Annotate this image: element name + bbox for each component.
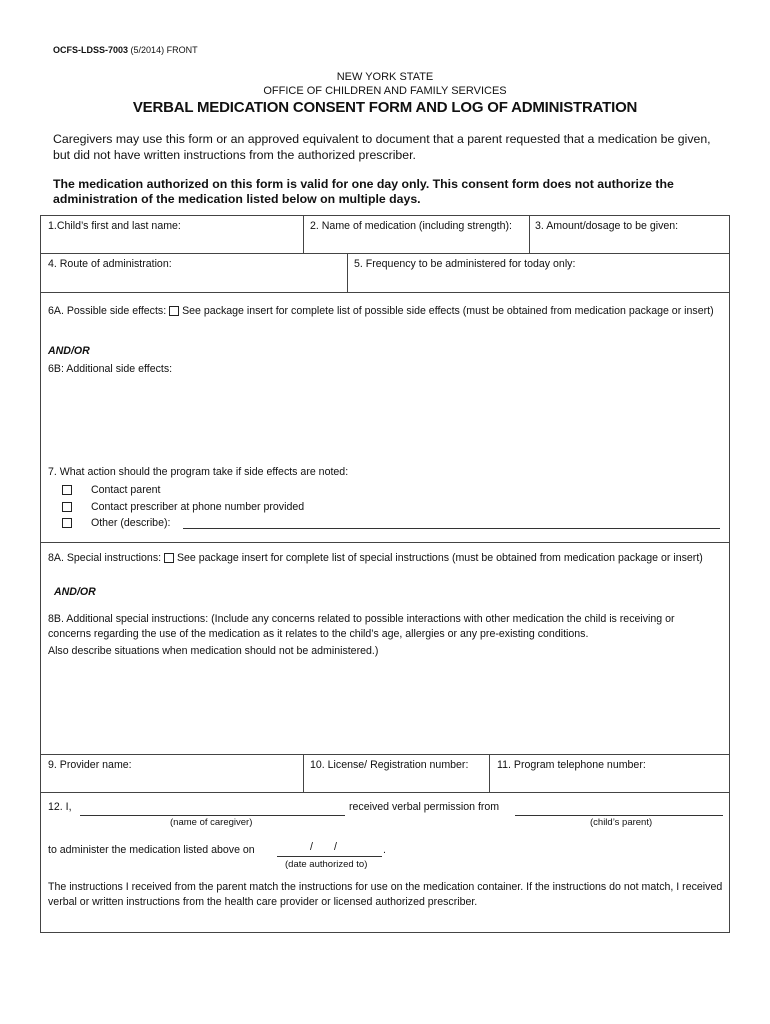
checkbox[interactable] — [62, 502, 72, 512]
option-other[interactable]: Other (describe): — [62, 517, 170, 529]
special-instructions-section: 8A. Special instructions: See package insert for complete list of special instructions (must be obtained from medication package or insert) — [48, 552, 703, 564]
special-instructions-checkbox[interactable] — [164, 553, 174, 563]
header-state: NEW YORK STATE — [336, 71, 434, 83]
additional-side-effects-field[interactable]: 6B: Additional side effects: — [48, 363, 173, 375]
option-contact-parent[interactable]: Contact parent — [62, 484, 160, 496]
additional-special-instructions-line2: Also describe situations when medication should not be administered.) — [48, 645, 379, 657]
row-divider — [40, 792, 730, 793]
row-divider — [40, 754, 730, 755]
checkbox[interactable] — [62, 518, 72, 528]
instructions-statement: The instructions I received from the parent match the instructions for use on the medication container. If the instructions do not match, I received verbal or written instructions from the health care provider or licensed authorized prescriber. — [48, 881, 723, 908]
header-office: OFFICE OF CHILDREN AND FAMILY SERVICES — [263, 85, 507, 97]
program-phone-field[interactable]: 11. Program telephone number: — [497, 759, 646, 771]
item-12-mid: received verbal permission from — [349, 801, 500, 813]
and-or-label: AND/OR — [48, 345, 90, 357]
date-caption: (date authorized to) — [285, 859, 368, 870]
medication-name-field[interactable]: 2. Name of medication (including strength): — [310, 220, 512, 232]
side-effects-section: 6A. Possible side effects: See package insert for complete list of possible side effects (must be obtained from medication package or insert) — [48, 305, 714, 317]
additional-special-instructions-field[interactable]: 8B. Additional special instructions: (Include any concerns related to possible interactions with other medication the child is receiving or concerns regarding the use of the medication as it relates to the child’s age, allergies or any pre-existing conditions. — [48, 613, 675, 640]
checkbox[interactable] — [62, 485, 72, 495]
provider-name-field[interactable]: 9. Provider name: — [48, 759, 132, 771]
frequency-field[interactable]: 5. Frequency to be administered for today only: — [354, 258, 576, 270]
license-number-field[interactable]: 10. License/ Registration number: — [310, 759, 469, 771]
date-slash: / — [310, 841, 313, 853]
col-divider — [303, 215, 304, 253]
form-code: OCFS-LDSS-7003 (5/2014) FRONT — [53, 45, 198, 55]
caregiver-caption: (name of caregiver) — [170, 817, 253, 828]
side-effects-checkbox[interactable] — [169, 306, 179, 316]
col-divider — [489, 754, 490, 792]
col-divider — [303, 754, 304, 792]
parent-name-line[interactable] — [515, 815, 723, 816]
page-title: VERBAL MEDICATION CONSENT FORM AND LOG OF ADMINISTRATION — [132, 99, 638, 116]
parent-caption: (child’s parent) — [590, 817, 653, 828]
route-field[interactable]: 4. Route of administration: — [48, 258, 172, 270]
and-or-label: AND/OR — [54, 586, 96, 598]
child-name-field[interactable]: 1.Child’s first and last name: — [48, 220, 181, 232]
dosage-field[interactable]: 3. Amount/dosage to be given: — [535, 220, 679, 232]
intro-text: Caregivers may use this form or an approved equivalent to document that a parent requested that a medication be given, but did not have written instructions from the authorized prescriber. — [53, 132, 711, 162]
col-divider — [347, 253, 348, 292]
item-12-prefix: 12. I, — [48, 801, 72, 813]
notice-text: The medication authorized on this form is valid for one day only. This consent form does not authorize the administration of the medication listed below on multiple days. — [53, 177, 674, 206]
administer-text: to administer the medication listed above on — [48, 844, 255, 856]
col-divider — [529, 215, 530, 253]
row-divider — [40, 253, 730, 254]
side-effect-action-question: 7. What action should the program take if side effects are noted: — [48, 466, 349, 478]
date-authorized-line[interactable] — [277, 856, 382, 857]
option-contact-prescriber[interactable]: Contact prescriber at phone number provided — [62, 501, 304, 513]
date-slash: / — [334, 841, 337, 853]
caregiver-name-line[interactable] — [80, 815, 345, 816]
row-divider — [40, 542, 730, 543]
other-describe-line[interactable] — [183, 528, 720, 529]
period: . — [383, 844, 386, 856]
row-divider — [40, 292, 730, 293]
